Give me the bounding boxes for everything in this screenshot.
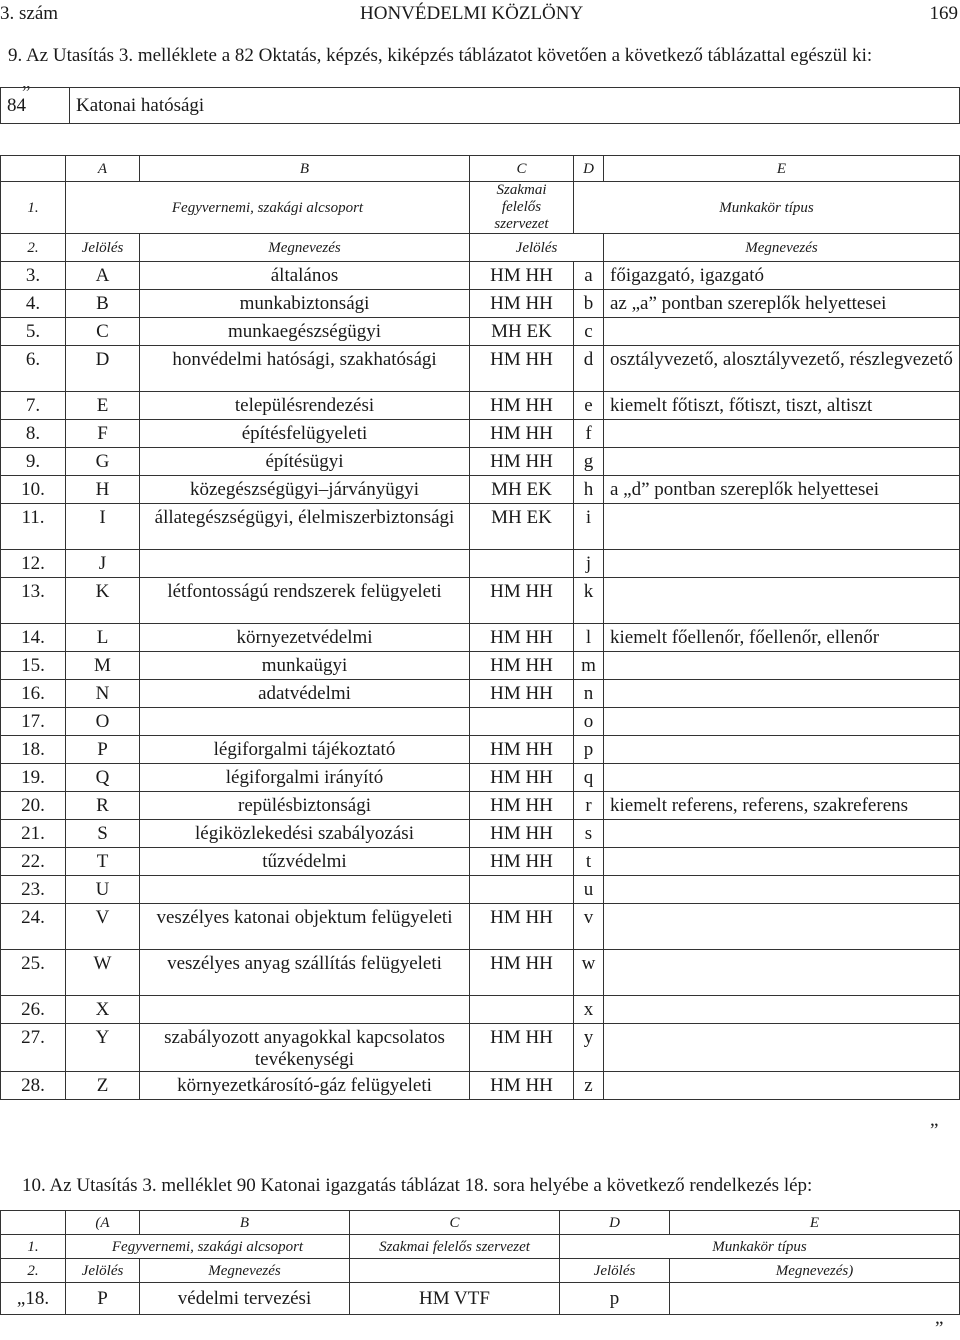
table-row bbox=[1, 392, 960, 420]
cell-d: v bbox=[574, 904, 604, 950]
cell-num: 9. bbox=[1, 448, 66, 476]
cell-b: veszélyes katonai objektum felügyeleti bbox=[140, 904, 470, 950]
cell-b: repülésbiztonsági bbox=[140, 792, 470, 820]
cell-c: HM HH bbox=[470, 764, 574, 792]
cell-a: B bbox=[66, 290, 140, 318]
cell-num: 15. bbox=[1, 652, 66, 680]
cell-c bbox=[470, 550, 574, 578]
cell-num: 16. bbox=[1, 680, 66, 708]
cell-num: 13. bbox=[1, 578, 66, 624]
cell-d: k bbox=[574, 578, 604, 624]
table-row bbox=[1, 624, 960, 652]
cell-b: építésügyi bbox=[140, 448, 470, 476]
col-c: C bbox=[470, 156, 574, 182]
cell-c: MH EK bbox=[470, 318, 574, 346]
table-row bbox=[1, 476, 960, 504]
t2-col-d: D bbox=[560, 1211, 670, 1235]
cell-d: u bbox=[574, 876, 604, 904]
cell-a: V bbox=[66, 904, 140, 950]
cell-b: adatvédelmi bbox=[140, 680, 470, 708]
cell-c: HM HH bbox=[470, 392, 574, 420]
cell-e bbox=[604, 708, 960, 736]
cell-e bbox=[604, 550, 960, 578]
cell-d: j bbox=[574, 550, 604, 578]
cell-c: HM HH bbox=[470, 290, 574, 318]
cell-num: 19. bbox=[1, 764, 66, 792]
cell-a: S bbox=[66, 820, 140, 848]
row2-a: Jelölés bbox=[66, 234, 140, 262]
t2-row-num: „18. bbox=[1, 1283, 66, 1315]
cell-c: MH EK bbox=[470, 504, 574, 550]
cell-d: a bbox=[574, 262, 604, 290]
cell-d: y bbox=[574, 1024, 604, 1072]
cell-e bbox=[604, 1072, 960, 1100]
col-d: D bbox=[574, 156, 604, 182]
cell-a: P bbox=[66, 736, 140, 764]
cell-b: légiközlekedési szabályozási bbox=[140, 820, 470, 848]
col-a: A bbox=[66, 156, 140, 182]
table-row bbox=[1, 848, 960, 876]
cell-d: t bbox=[574, 848, 604, 876]
cell-a: J bbox=[66, 550, 140, 578]
table-row bbox=[1, 680, 960, 708]
page-header-left: 3. szám bbox=[0, 3, 59, 24]
cell-b: környezetkárosító-gáz felügyeleti bbox=[140, 1072, 470, 1100]
table-row bbox=[1, 792, 960, 820]
row1-c: Szakmai felelős szervezet bbox=[470, 182, 574, 234]
cell-num: 20. bbox=[1, 792, 66, 820]
title-number: 84 bbox=[1, 88, 70, 124]
closing-quote: ” bbox=[930, 1120, 939, 1141]
cell-e: főigazgató, igazgató bbox=[604, 262, 960, 290]
cell-num: 17. bbox=[1, 708, 66, 736]
cell-a: C bbox=[66, 318, 140, 346]
cell-b: közegészségügyi–járványügyi bbox=[140, 476, 470, 504]
cell-a: U bbox=[66, 876, 140, 904]
cell-b: általános bbox=[140, 262, 470, 290]
cell-b: munkabiztonsági bbox=[140, 290, 470, 318]
cell-b: munkaügyi bbox=[140, 652, 470, 680]
cell-e bbox=[604, 680, 960, 708]
cell-a: Y bbox=[66, 1024, 140, 1072]
cell-e bbox=[604, 504, 960, 550]
t2-col-b: B bbox=[140, 1211, 350, 1235]
cell-c: HM HH bbox=[470, 680, 574, 708]
page-header-title: HONVÉDELMI KÖZLÖNY bbox=[360, 3, 584, 24]
cell-b: légiforgalmi irányító bbox=[140, 764, 470, 792]
cell-num: 10. bbox=[1, 476, 66, 504]
cell-num: 4. bbox=[1, 290, 66, 318]
cell-e: az „a” pontban szereplők helyettesei bbox=[604, 290, 960, 318]
cell-c: HM HH bbox=[470, 262, 574, 290]
cell-c: HM HH bbox=[470, 848, 574, 876]
cell-b bbox=[140, 996, 470, 1024]
cell-e bbox=[604, 318, 960, 346]
t2-row2-e: Megnevezés) bbox=[670, 1259, 960, 1283]
cell-e: a „d” pontban szereplők helyettesei bbox=[604, 476, 960, 504]
t2-row1-e: Munkakör típus bbox=[560, 1235, 960, 1259]
row2-d: Jelölés bbox=[470, 234, 604, 262]
cell-c: HM HH bbox=[470, 652, 574, 680]
cell-e: kiemelt főellenőr, főellenőr, ellenőr bbox=[604, 624, 960, 652]
table-row bbox=[1, 262, 960, 290]
cell-a: L bbox=[66, 624, 140, 652]
table-row bbox=[1, 578, 960, 624]
cell-a: H bbox=[66, 476, 140, 504]
paragraph-10: 10. Az Utasítás 3. melléklet 90 Katonai igazgatás táblázat 18. sora helyébe a következő rendelkezés lép: bbox=[22, 1175, 813, 1196]
row2-num: 2. bbox=[1, 234, 66, 262]
cell-num: 8. bbox=[1, 420, 66, 448]
table-row bbox=[1, 950, 960, 996]
cell-c: HM HH bbox=[470, 1072, 574, 1100]
replacement-table bbox=[0, 1210, 960, 1315]
cell-a: I bbox=[66, 504, 140, 550]
cell-d: x bbox=[574, 996, 604, 1024]
cell-e: kiemelt főtiszt, főtiszt, tiszt, altiszt bbox=[604, 392, 960, 420]
t2-row-b: védelmi tervezési bbox=[140, 1283, 350, 1315]
cell-d: q bbox=[574, 764, 604, 792]
cell-e bbox=[604, 950, 960, 996]
table-row bbox=[1, 318, 960, 346]
cell-b bbox=[140, 550, 470, 578]
table-row bbox=[1, 550, 960, 578]
row1-num: 1. bbox=[1, 182, 66, 234]
opening-quote: „ bbox=[22, 72, 31, 93]
cell-b: légiforgalmi tájékoztató bbox=[140, 736, 470, 764]
t2-row2-num: 2. bbox=[1, 1259, 66, 1283]
cell-a: W bbox=[66, 950, 140, 996]
cell-c bbox=[470, 708, 574, 736]
cell-d: e bbox=[574, 392, 604, 420]
cell-num: 6. bbox=[1, 346, 66, 392]
cell-e bbox=[604, 578, 960, 624]
row1-b: Fegyvernemi, szakági alcsoport bbox=[66, 182, 470, 234]
cell-c: HM HH bbox=[470, 950, 574, 996]
t2-row-d: p bbox=[560, 1283, 670, 1315]
cell-b: szabályozott anyagokkal kapcsolatos tevékenységi bbox=[140, 1024, 470, 1072]
table-row bbox=[1, 1072, 960, 1100]
cell-e bbox=[604, 420, 960, 448]
cell-a: O bbox=[66, 708, 140, 736]
cell-a: D bbox=[66, 346, 140, 392]
col-empty bbox=[1, 156, 66, 182]
title-text: Katonai hatósági bbox=[70, 88, 960, 124]
t2-col-a: (A bbox=[66, 1211, 140, 1235]
cell-e: kiemelt referens, referens, szakreferens bbox=[604, 792, 960, 820]
table-row bbox=[1, 820, 960, 848]
end-quote: ” bbox=[935, 1318, 944, 1339]
page-number: 169 bbox=[929, 3, 958, 24]
col-b: B bbox=[140, 156, 470, 182]
t2-row-c: HM VTF bbox=[350, 1283, 560, 1315]
cell-d: b bbox=[574, 290, 604, 318]
cell-c: HM HH bbox=[470, 624, 574, 652]
t2-col-empty bbox=[1, 1211, 66, 1235]
cell-d: s bbox=[574, 820, 604, 848]
table-row bbox=[1, 1024, 960, 1072]
t2-row2-c bbox=[350, 1259, 560, 1283]
paragraph-9: 9. Az Utasítás 3. melléklete a 82 Oktatás, képzés, kiképzés táblázatot követően a következő táblázattal egészül ki: bbox=[8, 45, 873, 66]
cell-num: 28. bbox=[1, 1072, 66, 1100]
cell-d: z bbox=[574, 1072, 604, 1100]
cell-b: tűzvédelmi bbox=[140, 848, 470, 876]
cell-b bbox=[140, 708, 470, 736]
cell-b bbox=[140, 876, 470, 904]
cell-c: HM HH bbox=[470, 792, 574, 820]
cell-c: HM HH bbox=[470, 448, 574, 476]
cell-d: h bbox=[574, 476, 604, 504]
cell-e bbox=[604, 764, 960, 792]
cell-c: HM HH bbox=[470, 820, 574, 848]
cell-c bbox=[470, 996, 574, 1024]
cell-a: T bbox=[66, 848, 140, 876]
cell-e bbox=[604, 1024, 960, 1072]
cell-a: G bbox=[66, 448, 140, 476]
cell-e: osztályvezető, alosztályvezető, részlegvezető bbox=[604, 346, 960, 392]
t2-row1-c: Szakmai felelős szervezet bbox=[350, 1235, 560, 1259]
cell-d: n bbox=[574, 680, 604, 708]
cell-e bbox=[604, 876, 960, 904]
cell-d: f bbox=[574, 420, 604, 448]
table-row bbox=[1, 764, 960, 792]
t2-row1-num: 1. bbox=[1, 1235, 66, 1259]
cell-d: p bbox=[574, 736, 604, 764]
cell-num: 21. bbox=[1, 820, 66, 848]
cell-c: HM HH bbox=[470, 420, 574, 448]
table-row bbox=[1, 736, 960, 764]
row1-e: Munkakör típus bbox=[574, 182, 960, 234]
table-row bbox=[1, 346, 960, 392]
t2-row2-b: Megnevezés bbox=[140, 1259, 350, 1283]
cell-d: i bbox=[574, 504, 604, 550]
cell-d: g bbox=[574, 448, 604, 476]
cell-num: 23. bbox=[1, 876, 66, 904]
cell-num: 14. bbox=[1, 624, 66, 652]
cell-a: N bbox=[66, 680, 140, 708]
cell-b: honvédelmi hatósági, szakhatósági bbox=[140, 346, 470, 392]
cell-d: m bbox=[574, 652, 604, 680]
cell-num: 26. bbox=[1, 996, 66, 1024]
cell-c: HM HH bbox=[470, 346, 574, 392]
cell-b: munkaegészségügyi bbox=[140, 318, 470, 346]
cell-c: HM HH bbox=[470, 904, 574, 950]
t2-row2-d: Jelölés bbox=[560, 1259, 670, 1283]
cell-e bbox=[604, 448, 960, 476]
cell-d: d bbox=[574, 346, 604, 392]
table-row bbox=[1, 420, 960, 448]
cell-d: c bbox=[574, 318, 604, 346]
cell-c bbox=[470, 876, 574, 904]
cell-num: 3. bbox=[1, 262, 66, 290]
cell-num: 7. bbox=[1, 392, 66, 420]
cell-e bbox=[604, 996, 960, 1024]
cell-c: MH EK bbox=[470, 476, 574, 504]
table-row bbox=[1, 708, 960, 736]
cell-a: M bbox=[66, 652, 140, 680]
table-row bbox=[1, 904, 960, 950]
cell-d: l bbox=[574, 624, 604, 652]
cell-num: 25. bbox=[1, 950, 66, 996]
t2-col-c: C bbox=[350, 1211, 560, 1235]
t2-row1-b: Fegyvernemi, szakági alcsoport bbox=[66, 1235, 350, 1259]
col-e: E bbox=[604, 156, 960, 182]
cell-b: állategészségügyi, élelmiszerbiztonsági bbox=[140, 504, 470, 550]
cell-num: 27. bbox=[1, 1024, 66, 1072]
table-row bbox=[1, 876, 960, 904]
cell-b: létfontosságú rendszerek felügyeleti bbox=[140, 578, 470, 624]
t2-row-a: P bbox=[66, 1283, 140, 1315]
table-row bbox=[1, 652, 960, 680]
table-row bbox=[1, 996, 960, 1024]
cell-a: F bbox=[66, 420, 140, 448]
cell-c: HM HH bbox=[470, 1024, 574, 1072]
cell-a: Q bbox=[66, 764, 140, 792]
cell-b: környezetvédelmi bbox=[140, 624, 470, 652]
table-row bbox=[1, 504, 960, 550]
cell-a: Z bbox=[66, 1072, 140, 1100]
row2-e: Megnevezés bbox=[604, 234, 960, 262]
cell-c: HM HH bbox=[470, 736, 574, 764]
cell-num: 18. bbox=[1, 736, 66, 764]
cell-d: r bbox=[574, 792, 604, 820]
cell-a: X bbox=[66, 996, 140, 1024]
cell-num: 24. bbox=[1, 904, 66, 950]
cell-e bbox=[604, 848, 960, 876]
table-row bbox=[1, 448, 960, 476]
cell-b: veszélyes anyag szállítás felügyeleti bbox=[140, 950, 470, 996]
t2-row2-a: Jelölés bbox=[66, 1259, 140, 1283]
cell-d: o bbox=[574, 708, 604, 736]
cell-a: K bbox=[66, 578, 140, 624]
table-row bbox=[1, 290, 960, 318]
cell-e bbox=[604, 904, 960, 950]
t2-row-e bbox=[670, 1283, 960, 1315]
t2-col-e: E bbox=[670, 1211, 960, 1235]
cell-e bbox=[604, 736, 960, 764]
row2-b: Megnevezés bbox=[140, 234, 470, 262]
cell-e bbox=[604, 820, 960, 848]
cell-d: w bbox=[574, 950, 604, 996]
cell-b: településrendezési bbox=[140, 392, 470, 420]
cell-b: építésfelügyeleti bbox=[140, 420, 470, 448]
main-table bbox=[0, 155, 960, 1100]
cell-num: 12. bbox=[1, 550, 66, 578]
cell-num: 5. bbox=[1, 318, 66, 346]
cell-a: E bbox=[66, 392, 140, 420]
cell-a: R bbox=[66, 792, 140, 820]
cell-num: 22. bbox=[1, 848, 66, 876]
cell-e bbox=[604, 652, 960, 680]
cell-a: A bbox=[66, 262, 140, 290]
cell-c: HM HH bbox=[470, 578, 574, 624]
title-row bbox=[0, 87, 960, 124]
cell-num: 11. bbox=[1, 504, 66, 550]
